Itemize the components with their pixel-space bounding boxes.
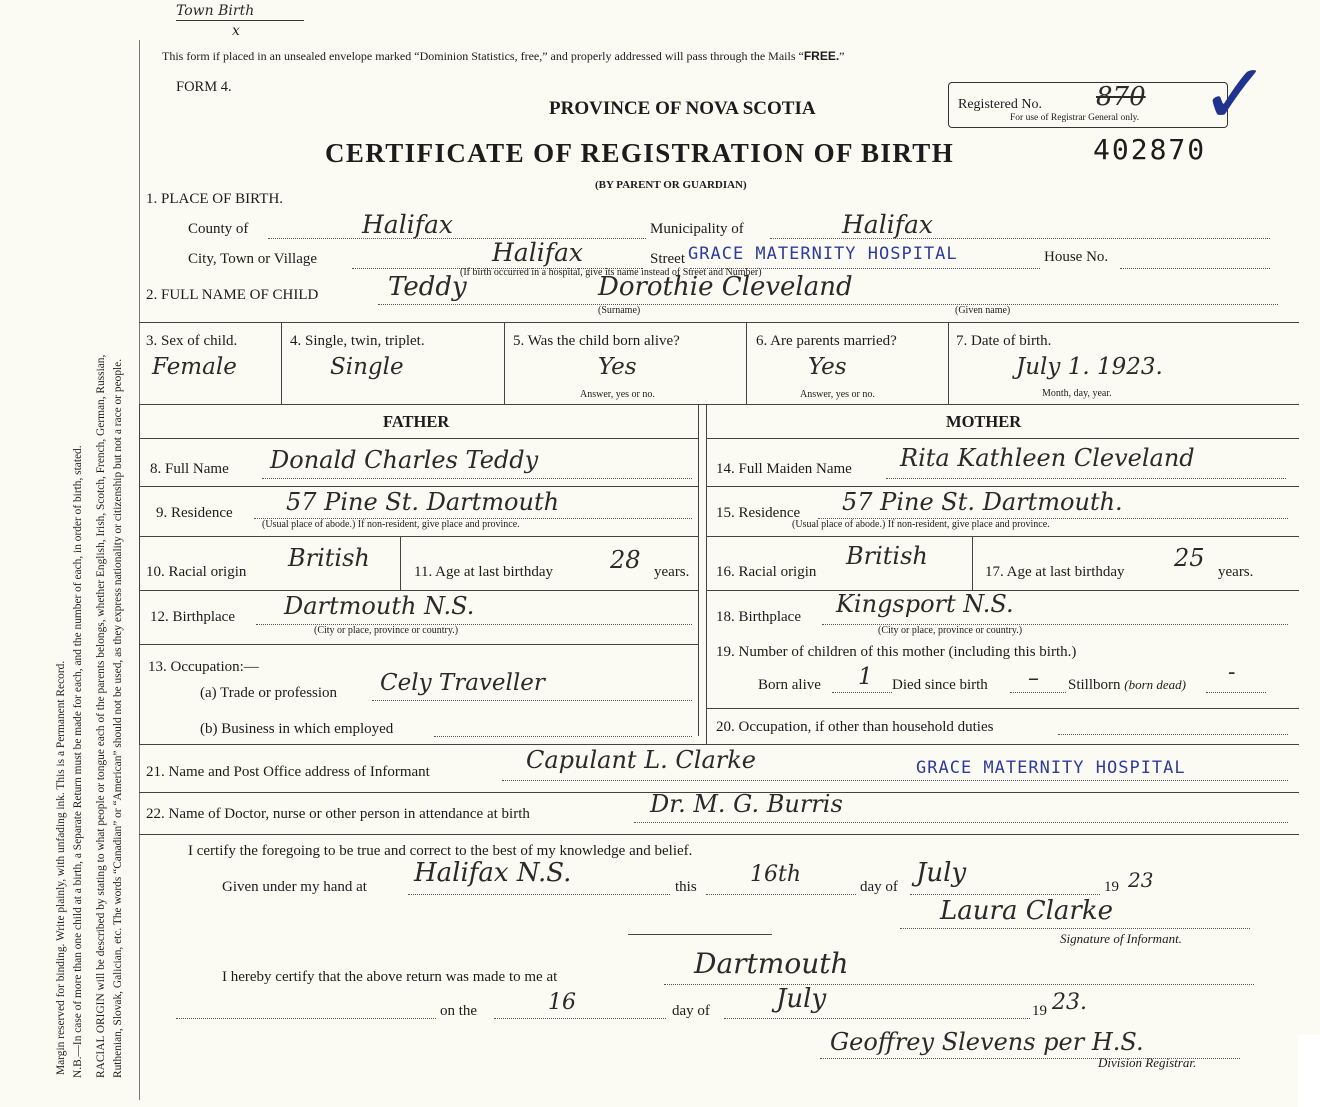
- father-rule-1: [139, 486, 698, 487]
- father-age-divider: [400, 536, 401, 590]
- torn-corner: [1298, 1035, 1320, 1107]
- row3-top-rule: [139, 322, 1299, 323]
- registered-number: 870: [1096, 82, 1146, 112]
- sex-value: Female: [152, 354, 237, 380]
- born-alive-question: 5. Was the child born alive?: [513, 333, 680, 349]
- certificate-number: 402870: [1093, 133, 1207, 166]
- left-border: [139, 404, 140, 744]
- row3-divider-1: [281, 322, 282, 404]
- return-month: July: [776, 984, 827, 1014]
- town-birth-note: Town Birth: [176, 3, 255, 19]
- street-label: Street: [650, 251, 685, 267]
- born-alive-count-label: Born alive: [758, 677, 821, 693]
- child-surname: Teddy: [388, 272, 467, 302]
- father-rule-3: [139, 590, 698, 591]
- child-given-names: Dorothie Cleveland: [598, 272, 853, 302]
- return-statement: I hereby certify that the above return was made to me at: [222, 969, 558, 985]
- given-place: Halifax N.S.: [414, 858, 572, 888]
- house-number-label: House No.: [1044, 249, 1109, 265]
- died-since-birth-line: [1010, 692, 1066, 693]
- mother-racial-label: 16. Racial origin: [716, 564, 817, 580]
- mother-rule-4: [706, 708, 1299, 709]
- father-name-label: 8. Full Name: [150, 461, 229, 477]
- given-place-line: [408, 894, 670, 895]
- certification-statement: I certify the foregoing to be true and correct to the best of my knowledge and belief.: [188, 843, 693, 859]
- mother-birthplace-label: 18. Birthplace: [716, 609, 801, 625]
- given-day-of-label: day of: [860, 879, 898, 895]
- date-of-birth-value: July 1. 1923.: [1016, 354, 1163, 380]
- return-day-of-label: day of: [672, 1003, 710, 1019]
- mother-rule-2: [706, 536, 1299, 537]
- mail-notice: This form if placed in an unsealed envelope marked “Dominion Statistics, free,” and properly addressed will pass through the Mails “FREE.”: [162, 49, 845, 63]
- registrar-label: Division Registrar.: [1098, 1055, 1197, 1070]
- row3-divider-3: [746, 322, 747, 404]
- sex-label: 3. Sex of child.: [146, 333, 238, 349]
- father-years-label: years.: [654, 564, 690, 580]
- row3-divider-4: [948, 322, 949, 404]
- return-year-prefix: 19: [1032, 1003, 1047, 1019]
- mother-residence-label: 15. Residence: [716, 505, 801, 521]
- date-of-birth-caption: Month, day, year.: [1042, 388, 1112, 399]
- plurality-value: Single: [330, 354, 404, 380]
- father-racial-label: 10. Racial origin: [146, 564, 247, 580]
- margin-note-racial-origin-cont: Ruthenian, Slovak, Galician, etc. The words “Canadian” or “American” should not be used, as they express nationality or citizenship but not a race or people.: [112, 358, 124, 1078]
- mother-birthplace-caption: (City or place, province or country.): [878, 625, 1023, 636]
- street-stamp: GRACE MATERNITY HOSPITAL: [688, 244, 958, 264]
- father-heading: FATHER: [383, 412, 450, 431]
- municipality-label: Municipality of: [650, 221, 744, 237]
- born-alive-count-line: [832, 692, 892, 693]
- mother-residence-value: 57 Pine St. Dartmouth.: [842, 488, 1123, 516]
- return-day: 16: [548, 990, 576, 1015]
- check-mark-icon: ✓: [1200, 45, 1271, 143]
- certificate-subtitle: (BY PARENT OR GUARDIAN): [595, 179, 747, 191]
- row3-bottom-rule: [139, 404, 1299, 405]
- given-name-caption: (Given name): [955, 305, 1011, 316]
- city-label: City, Town or Village: [188, 251, 318, 267]
- father-trade-label: (a) Trade or profession: [200, 685, 338, 701]
- informant-top-rule: [139, 744, 1299, 745]
- municipality-value: Halifax: [842, 210, 933, 239]
- date-of-birth-label: 7. Date of birth.: [956, 333, 1052, 349]
- short-separator: [628, 934, 772, 935]
- father-name-line: [262, 478, 692, 479]
- county-line: [268, 238, 646, 239]
- father-column-right-rule: [698, 404, 699, 736]
- mother-name-line: [886, 478, 1286, 479]
- mother-residence-caption: (Usual place of abode.) If non-resident, give place and province.: [792, 519, 1050, 530]
- form-number: FORM 4.: [176, 79, 232, 95]
- father-heading-rule: [139, 438, 698, 439]
- informant-label: 21. Name and Post Office address of Informant: [146, 764, 430, 780]
- mother-rule-1: [706, 486, 1299, 487]
- doctor-name: Dr. M. G. Burris: [650, 790, 843, 818]
- hospital-note: (If birth occurred in a hospital, give its name instead of Street and Number): [460, 267, 762, 278]
- stillborn-label: Stillborn (born dead): [1068, 677, 1187, 693]
- child-name-label: 2. FULL NAME OF CHILD: [146, 287, 319, 303]
- father-rule-2: [139, 536, 698, 537]
- father-occupation-label: 13. Occupation:—: [148, 659, 259, 675]
- certificate-title: CERTIFICATE OF REGISTRATION OF BIRTH: [325, 138, 955, 168]
- given-month-line: [910, 894, 1100, 895]
- registered-label: Registered No.: [958, 97, 1042, 112]
- given-month: July: [916, 858, 967, 888]
- province-heading: PROVINCE OF NOVA SCOTIA: [549, 98, 816, 119]
- return-day-line: [494, 1018, 666, 1019]
- margin-note-racial-origin: RACIAL ORIGIN will be described by stating to what people or tongue each of the parents belongs, whether English, Irish, Scotch, French, German, Russian,: [95, 354, 107, 1078]
- mother-name-value: Rita Kathleen Cleveland: [900, 444, 1195, 472]
- informant-address-stamp: GRACE MATERNITY HOSPITAL: [916, 758, 1186, 778]
- place-of-birth-heading: 1. PLACE OF BIRTH.: [146, 191, 284, 207]
- father-residence-value: 57 Pine St. Dartmouth: [286, 488, 560, 516]
- municipality-line: [770, 238, 1270, 239]
- born-alive-answer: Yes: [598, 354, 637, 380]
- given-day-line: [706, 894, 856, 895]
- father-business-label: (b) Business in which employed: [200, 721, 394, 737]
- mother-heading-rule: [706, 438, 1299, 439]
- born-alive-count: 1: [858, 664, 873, 690]
- informant-signature-line: [900, 928, 1250, 929]
- given-day: 16th: [750, 862, 802, 887]
- plurality-label: 4. Single, twin, triplet.: [290, 333, 425, 349]
- parents-married-caption: Answer, yes or no.: [800, 389, 875, 400]
- informant-line: [502, 780, 1288, 781]
- mother-racial-value: British: [846, 542, 928, 570]
- doctor-label: 22. Name of Doctor, nurse or other person in attendance at birth: [146, 806, 530, 822]
- father-residence-caption: (Usual place of abode.) If non-resident, give place and province.: [262, 519, 520, 530]
- given-under-hand-label: Given under my hand at: [222, 879, 367, 895]
- father-age-value: 28: [610, 546, 641, 574]
- father-birthplace-value: Dartmouth N.S.: [284, 592, 475, 620]
- surname-caption: (Surname): [598, 305, 641, 316]
- father-trade-line: [372, 700, 692, 701]
- father-trade-value: Cely Traveller: [380, 670, 545, 696]
- mother-children-label: 19. Number of children of this mother (including this birth.): [716, 644, 1077, 660]
- doctor-line: [634, 822, 1288, 823]
- father-rule-4: [139, 644, 698, 645]
- parents-married-question: 6. Are parents married?: [756, 333, 897, 349]
- died-since-birth-count: –: [1028, 666, 1039, 691]
- margin-note-multiple-births: N.B.—In case of more than one child at a birth, a Separate Return must be made for each, and the number of each, in order of birth, stated.: [72, 445, 84, 1078]
- house-number-line: [1120, 268, 1270, 269]
- mother-occupation-line: [1058, 734, 1288, 735]
- father-name-value: Donald Charles Teddy: [270, 446, 539, 474]
- doctor-bottom-rule: [139, 834, 1299, 835]
- given-year-prefix: 19: [1104, 879, 1119, 895]
- return-place-line: [664, 984, 1254, 985]
- on-the-lead-line: [176, 1018, 436, 1019]
- mother-name-label: 14. Full Maiden Name: [716, 461, 852, 477]
- mother-heading: MOTHER: [946, 412, 1022, 431]
- parents-married-answer: Yes: [808, 354, 847, 380]
- x-mark: x: [232, 23, 240, 39]
- father-residence-label: 9. Residence: [156, 505, 233, 521]
- died-since-birth-label: Died since birth: [892, 677, 988, 693]
- informant-signature-label: Signature of Informant.: [1060, 931, 1182, 946]
- row3-divider-2: [504, 322, 505, 404]
- child-name-line: [378, 304, 1278, 305]
- registrar-use-note: For use of Registrar General only.: [1010, 113, 1140, 123]
- stillborn-line: [1206, 692, 1266, 693]
- mother-column-left-rule: [706, 404, 707, 744]
- on-the-label: on the: [440, 1003, 478, 1019]
- informant-name: Capulant L. Clarke: [526, 746, 756, 774]
- registrar-signature: Geoffrey Slevens per H.S.: [830, 1028, 1144, 1056]
- father-racial-value: British: [288, 544, 370, 572]
- father-business-line: [434, 736, 692, 737]
- this-label: this: [675, 879, 697, 895]
- margin-note-binding: Margin reserved for binding. Write plainly, with unfading ink. This is a Permanent Record.: [55, 660, 67, 1075]
- father-age-label: 11. Age at last birthday: [414, 564, 553, 580]
- mother-birthplace-value: Kingsport N.S.: [836, 590, 1014, 618]
- mother-years-label: years.: [1218, 564, 1254, 580]
- informant-signature: Laura Clarke: [940, 896, 1113, 926]
- born-alive-caption: Answer, yes or no.: [580, 389, 655, 400]
- town-birth-underline: [176, 20, 304, 21]
- return-month-line: [724, 1018, 1030, 1019]
- county-value: Halifax: [362, 210, 453, 239]
- mother-age-label: 17. Age at last birthday: [985, 564, 1125, 580]
- return-place: Dartmouth: [694, 947, 849, 980]
- mother-age-divider: [972, 536, 973, 590]
- stillborn-count: -: [1228, 660, 1236, 685]
- father-birthplace-caption: (City or place, province or country.): [314, 625, 459, 636]
- county-label: County of: [188, 221, 249, 237]
- mother-age-value: 25: [1174, 544, 1205, 572]
- father-birthplace-label: 12. Birthplace: [150, 609, 235, 625]
- return-year: 23.: [1052, 990, 1087, 1015]
- city-value: Halifax: [492, 238, 583, 267]
- given-year: 23: [1128, 868, 1154, 892]
- mother-occupation-label: 20. Occupation, if other than household duties: [716, 719, 994, 735]
